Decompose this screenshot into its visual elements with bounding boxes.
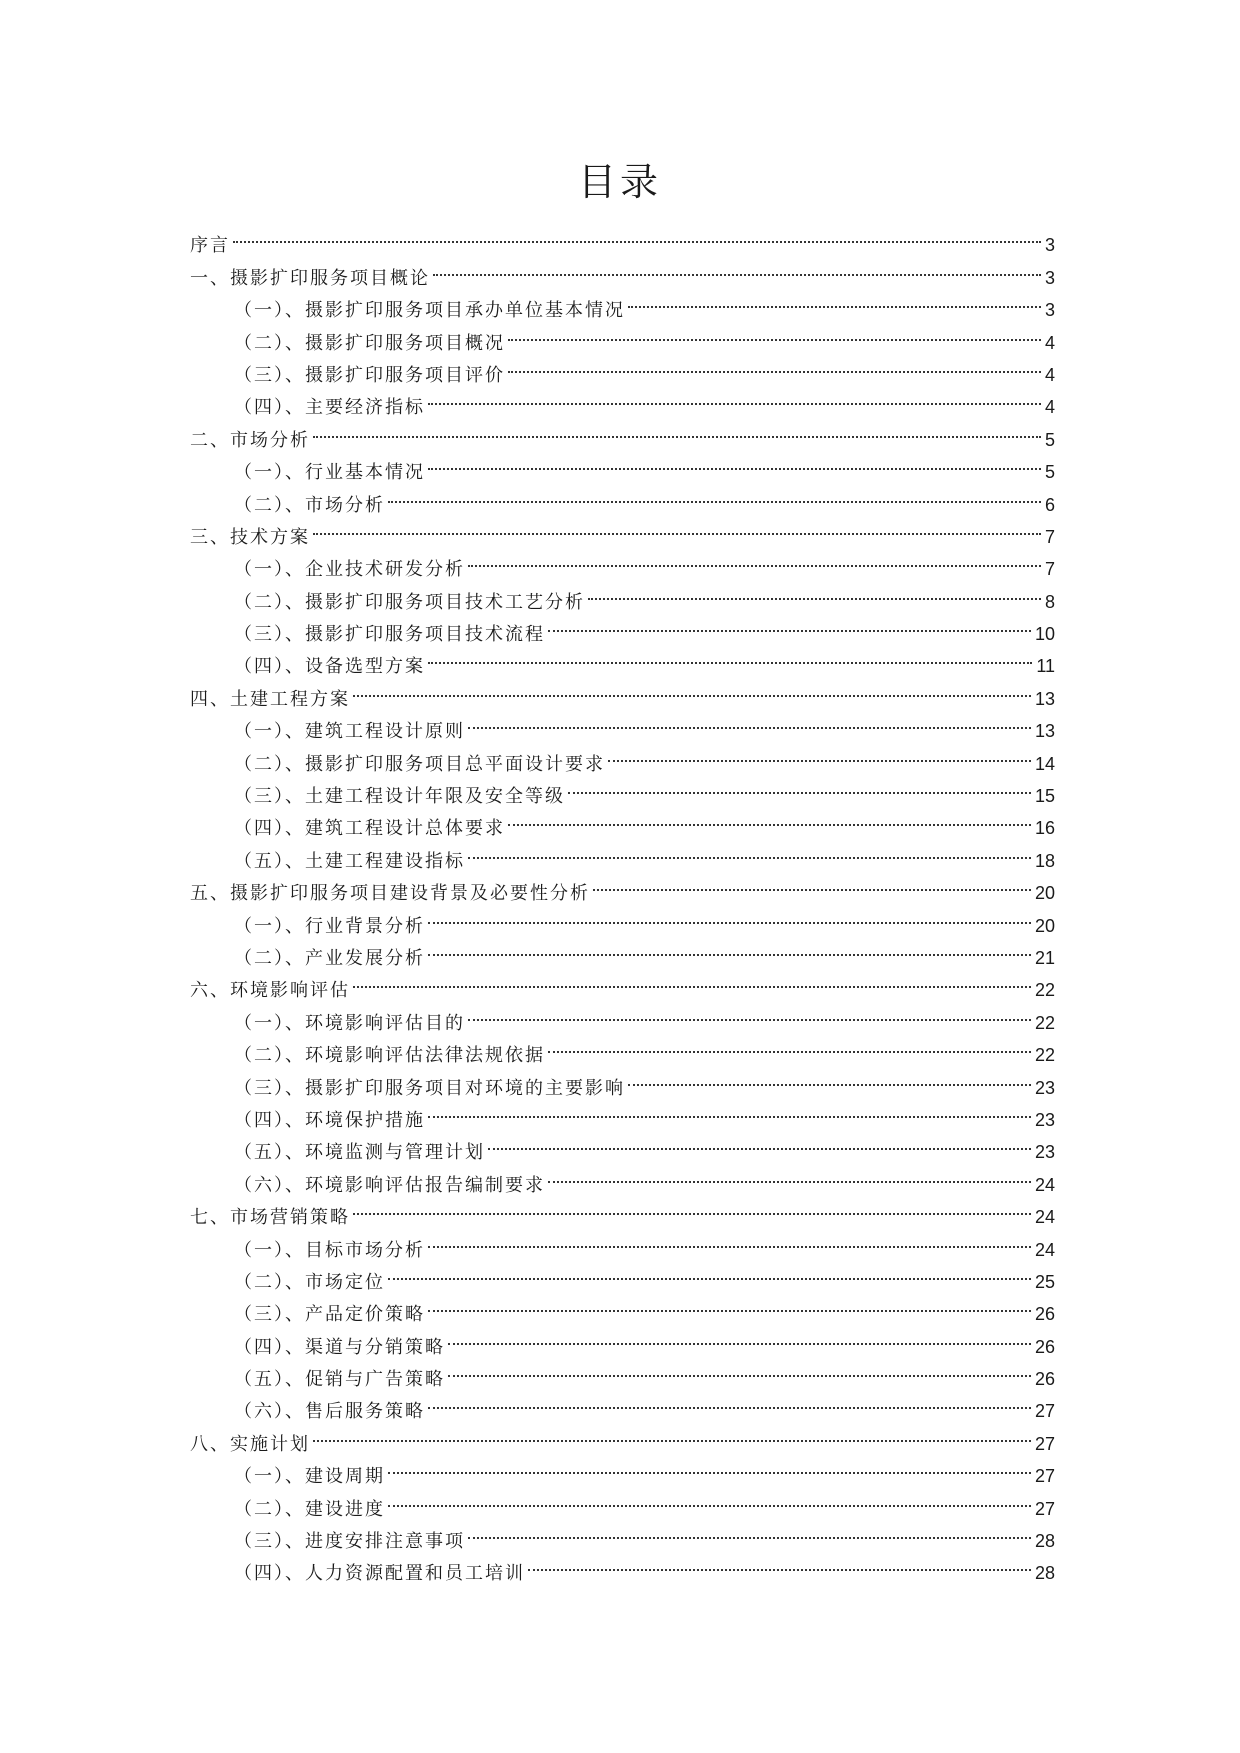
toc-dot-leader — [448, 1353, 1033, 1385]
toc-dot-leader — [448, 1320, 1033, 1352]
toc-entry-label: 八、实施计划 — [190, 1433, 310, 1455]
toc-entry-label: （五）、土建工程建设指标 — [234, 850, 465, 872]
toc-page-number: 8 — [1044, 591, 1055, 612]
toc-entry-label: （六）、售后服务策略 — [234, 1401, 425, 1423]
toc-page-number: 26 — [1034, 1369, 1055, 1390]
toc-entry-label: （三）、进度安排注意事项 — [234, 1531, 465, 1553]
toc-dot-leader — [548, 1029, 1033, 1061]
toc-page-number: 20 — [1034, 915, 1055, 936]
toc-page-number: 27 — [1034, 1498, 1055, 1519]
toc-page-number: 5 — [1044, 429, 1055, 450]
toc-entry-label: （五）、环境监测与管理计划 — [234, 1142, 485, 1164]
toc-dot-leader — [433, 251, 1043, 283]
toc-page-number: 4 — [1044, 364, 1055, 385]
toc-page-number: 20 — [1034, 883, 1055, 904]
toc-entry-label: （四）、设备选型方案 — [234, 656, 425, 678]
toc-dot-leader — [353, 1191, 1033, 1223]
toc-entry-label: （一）、企业技术研发分析 — [234, 559, 465, 581]
toc-dot-leader — [488, 1126, 1033, 1158]
toc-entry-label: （一）、行业背景分析 — [234, 915, 425, 937]
toc-entry-label: （四）、建筑工程设计总体要求 — [234, 818, 505, 840]
toc-dot-leader — [428, 1385, 1033, 1417]
toc-entry-label: 六、环境影响评估 — [190, 980, 350, 1002]
toc-dot-leader — [508, 802, 1033, 834]
toc-page-number: 21 — [1034, 947, 1055, 968]
toc-dot-leader — [428, 640, 1034, 672]
toc-page-number: 23 — [1034, 1077, 1055, 1098]
toc-dot-leader — [313, 1417, 1033, 1449]
toc-dot-leader — [468, 705, 1033, 737]
toc-page-number: 28 — [1034, 1531, 1055, 1552]
toc-page-number: 13 — [1034, 721, 1055, 742]
toc-entry-label: （二）、环境影响评估法律法规依据 — [234, 1045, 545, 1067]
toc-entry-label: （三）、摄影扩印服务项目评价 — [234, 364, 505, 386]
toc-page-number: 4 — [1044, 397, 1055, 418]
toc-entry-label: 一、摄影扩印服务项目概论 — [190, 267, 430, 289]
toc-page-number: 11 — [1036, 656, 1055, 677]
toc-section-entry[interactable] — [190, 446, 1055, 484]
toc-section-entry[interactable] — [190, 543, 1055, 581]
toc-dot-leader — [468, 543, 1043, 575]
toc-page-number: 26 — [1034, 1336, 1055, 1357]
toc-page-number: 14 — [1034, 753, 1055, 774]
toc-entry-label: （二）、摄影扩印服务项目概况 — [234, 332, 505, 354]
toc-entry-label: （四）、渠道与分销策略 — [234, 1336, 445, 1358]
toc-dot-leader — [313, 413, 1043, 445]
toc-page-number: 24 — [1034, 1239, 1055, 1260]
toc-dot-leader — [428, 899, 1033, 931]
toc-entry-label: 四、土建工程方案 — [190, 688, 350, 710]
toc-dot-leader — [428, 1223, 1033, 1255]
toc-page-number: 24 — [1034, 1207, 1055, 1228]
toc-page-number: 6 — [1044, 494, 1055, 515]
toc-page-number: 18 — [1034, 850, 1055, 871]
toc-page-number: 7 — [1044, 559, 1055, 580]
toc-dot-leader — [628, 1061, 1033, 1093]
toc-entry-label: （五）、促销与广告策略 — [234, 1369, 445, 1391]
toc-entry-label: （一）、建设周期 — [234, 1466, 385, 1488]
toc-entry-label: 序言 — [190, 235, 230, 257]
toc-page-number: 22 — [1034, 980, 1055, 1001]
toc-chapter-entry[interactable] — [190, 219, 1055, 257]
toc-dot-leader — [508, 349, 1043, 381]
toc-page-number: 16 — [1034, 818, 1055, 839]
toc-entry-label: （三）、产品定价策略 — [234, 1304, 425, 1326]
toc-dot-leader — [588, 575, 1043, 607]
toc-entry-label: 七、市场营销策略 — [190, 1207, 350, 1229]
toc-page-number: 3 — [1044, 300, 1055, 321]
toc-page-number: 3 — [1044, 235, 1055, 256]
toc-page-number: 27 — [1034, 1401, 1055, 1422]
toc-dot-leader — [388, 1482, 1033, 1514]
toc-page-number: 5 — [1044, 462, 1055, 483]
toc-page-number: 10 — [1034, 624, 1055, 645]
toc-page-number: 27 — [1034, 1466, 1055, 1487]
toc-entry-label: （一）、环境影响评估目的 — [234, 1012, 465, 1034]
toc-entry-label: 五、摄影扩印服务项目建设背景及必要性分析 — [190, 883, 590, 905]
toc-entry-label: （六）、环境影响评估报告编制要求 — [234, 1174, 545, 1196]
toc-page-number: 24 — [1034, 1174, 1055, 1195]
toc-dot-leader — [388, 1450, 1033, 1482]
toc-page-number: 4 — [1044, 332, 1055, 353]
toc-page-number: 3 — [1044, 267, 1055, 288]
toc-dot-leader — [233, 219, 1043, 251]
toc-entry-label: （二）、建设进度 — [234, 1498, 385, 1520]
toc-dot-leader — [593, 867, 1033, 899]
toc-entry-label: （三）、摄影扩印服务项目对环境的主要影响 — [234, 1077, 625, 1099]
toc-page-number: 23 — [1034, 1109, 1055, 1130]
toc-chapter-entry[interactable] — [190, 511, 1055, 548]
toc-entry-label: （二）、摄影扩印服务项目总平面设计要求 — [234, 753, 605, 775]
toc-chapter-entry[interactable] — [190, 1417, 1055, 1455]
toc-dot-leader — [468, 996, 1033, 1028]
toc-entry-label: （二）、摄影扩印服务项目技术工艺分析 — [234, 591, 585, 613]
toc-dot-leader — [548, 608, 1033, 640]
toc-page-number: 7 — [1044, 526, 1055, 547]
toc-entry-label: （二）、产业发展分析 — [234, 947, 425, 969]
toc-entry-label: （二）、市场分析 — [234, 494, 385, 516]
toc-chapter-entry[interactable] — [190, 413, 1055, 451]
toc-page-number: 22 — [1034, 1045, 1055, 1066]
toc-dot-leader — [468, 834, 1033, 866]
page-title: 目录 — [577, 160, 662, 204]
toc-section-entry[interactable] — [190, 1450, 1055, 1488]
toc-page-number: 23 — [1034, 1142, 1055, 1163]
toc-dot-leader — [313, 511, 1043, 543]
toc-page-number: 22 — [1034, 1012, 1055, 1033]
toc-page-number: 13 — [1034, 688, 1055, 709]
toc-dot-leader — [388, 1256, 1033, 1288]
toc-dot-leader — [468, 1515, 1033, 1547]
toc-page-number: 25 — [1034, 1271, 1055, 1292]
toc-entry-label: （一）、摄影扩印服务项目承办单位基本情况 — [234, 300, 625, 322]
toc-entry-label: 二、市场分析 — [190, 429, 310, 451]
toc-dot-leader — [428, 1288, 1033, 1320]
toc-dot-leader — [428, 932, 1033, 964]
toc-page-number: 27 — [1034, 1433, 1055, 1454]
toc-entry-label: （一）、目标市场分析 — [234, 1239, 425, 1261]
toc-page-number: 28 — [1034, 1563, 1055, 1584]
toc-dot-leader — [428, 1094, 1033, 1126]
toc-dot-leader — [353, 964, 1033, 996]
toc-entry-label: （二）、市场定位 — [234, 1271, 385, 1293]
toc-entry-label: （四）、环境保护措施 — [234, 1109, 425, 1131]
toc-dot-leader — [508, 316, 1043, 348]
table-of-contents — [190, 219, 1055, 1585]
toc-dot-leader — [528, 1547, 1033, 1579]
toc-dot-leader — [388, 478, 1043, 510]
toc-dot-leader — [628, 284, 1043, 316]
toc-dot-leader — [608, 737, 1033, 769]
toc-dot-leader — [568, 770, 1033, 802]
toc-entry-label: 三、技术方案 — [190, 526, 310, 548]
toc-entry-label: （一）、建筑工程设计原则 — [234, 721, 465, 743]
toc-page-number: 15 — [1034, 786, 1055, 807]
toc-dot-leader — [428, 381, 1043, 413]
toc-dot-leader — [353, 672, 1033, 704]
toc-entry-label: （三）、土建工程设计年限及安全等级 — [234, 786, 565, 808]
toc-page-number: 26 — [1034, 1304, 1055, 1325]
toc-chapter-entry[interactable] — [190, 251, 1055, 289]
toc-dot-leader — [428, 446, 1043, 478]
toc-entry-label: （四）、人力资源配置和员工培训 — [234, 1563, 525, 1585]
toc-entry-label: （三）、摄影扩印服务项目技术流程 — [234, 624, 545, 646]
toc-entry-label: （四）、主要经济指标 — [234, 397, 425, 419]
toc-entry-label: （一）、行业基本情况 — [234, 462, 425, 484]
toc-dot-leader — [548, 1158, 1033, 1190]
